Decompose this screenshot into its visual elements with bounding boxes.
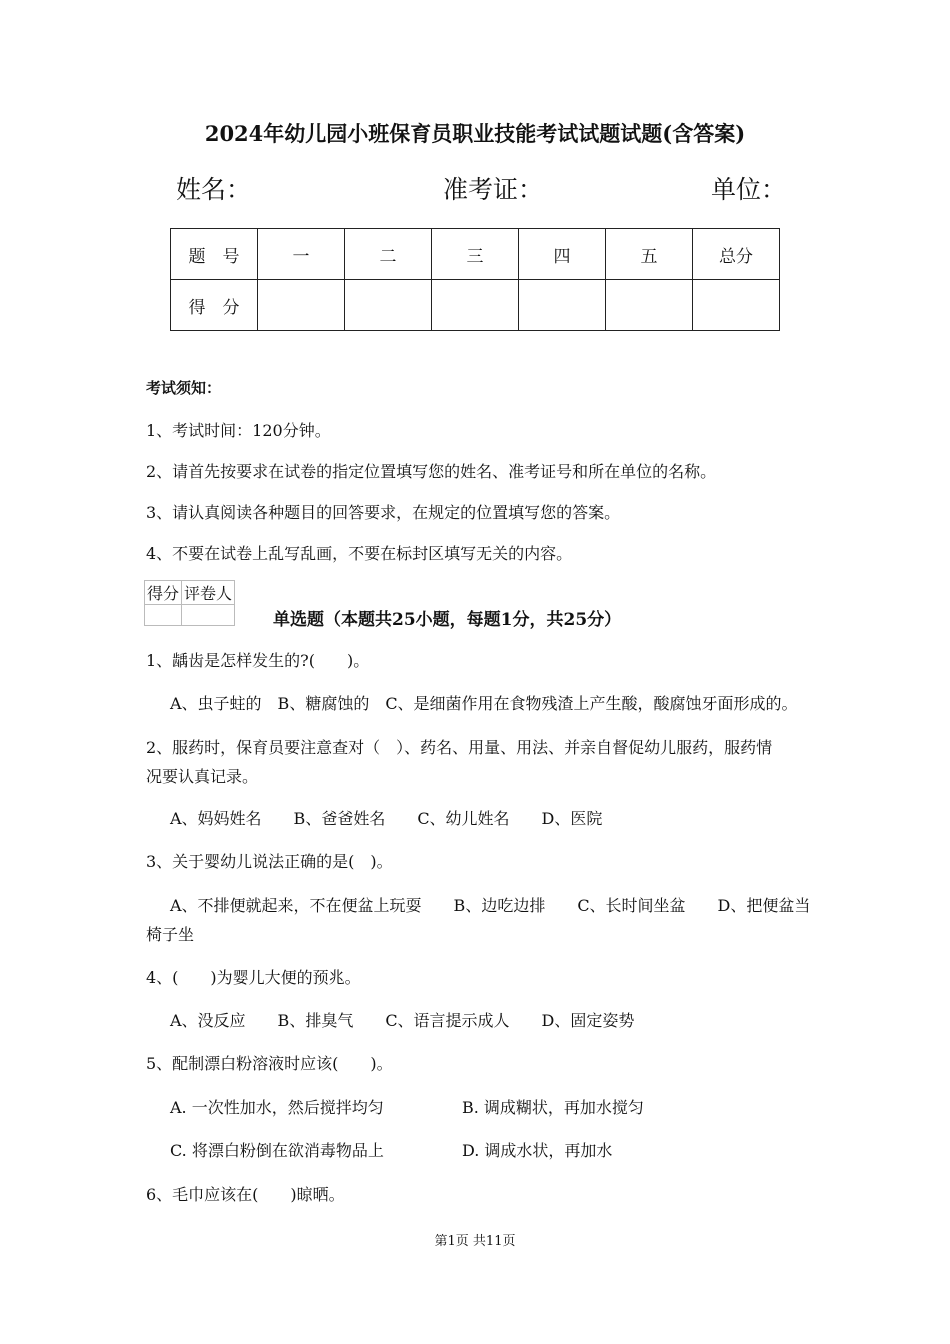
notice-heading: 考试须知：	[146, 379, 222, 397]
notice-item: 4、不要在试卷上乱写乱画，不要在标封区填写无关的内容。	[146, 544, 573, 563]
score-cell[interactable]	[693, 280, 780, 331]
question-1: 1、龋齿是怎样发生的?( )。	[146, 651, 370, 670]
grader-score-cell[interactable]	[145, 605, 182, 626]
score-table-score-row	[171, 280, 780, 331]
score-header-cell: 五	[606, 229, 693, 280]
page-title: 2024年幼儿园小班保育员职业技能考试试题试题(含答案)	[204, 121, 746, 146]
question-1-options: A、虫子蛀的 B、糖腐蚀的 C、是细菌作用在食物残渣上产生酸，酸腐蚀牙面形成的。	[170, 694, 798, 713]
score-header-cell: 题 号	[171, 229, 258, 280]
score-cell[interactable]	[258, 280, 345, 331]
question-5-option-b: B. 调成糊状，再加水搅匀	[462, 1098, 644, 1117]
section-title: 单选题（本题共25小题，每题1分，共25分）	[273, 610, 622, 630]
grader-reviewer-cell[interactable]	[182, 605, 235, 626]
name-field-label: 姓名：	[176, 175, 252, 204]
notice-item: 3、请认真阅读各种题目的回答要求，在规定的位置填写您的答案。	[146, 503, 621, 522]
score-header-cell: 总分	[693, 229, 780, 280]
question-5-option-c: C. 将漂白粉倒在欲消毒物品上	[170, 1141, 384, 1160]
score-cell[interactable]	[345, 280, 432, 331]
question-5-option-a: A. 一次性加水，然后搅拌均匀	[170, 1098, 384, 1117]
question-3-options: A、不排便就起来，不在便盆上玩耍 B、边吃边排 C、长时间坐盆 D、把便盆当	[170, 896, 811, 915]
notice-item: 1、考试时间：120分钟。	[146, 421, 331, 440]
score-header-cell: 一	[258, 229, 345, 280]
score-header-cell: 三	[432, 229, 519, 280]
question-6: 6、毛巾应该在( )晾晒。	[146, 1185, 345, 1204]
score-table-header-row	[171, 229, 780, 280]
question-3-options-cont: 椅子坐	[146, 925, 195, 944]
question-2: 2、服药时，保育员要注意查对（ ）、药名、用量、用法、并亲自督促幼儿服药，服药情	[146, 738, 773, 757]
page-footer: 第1页 共11页	[434, 1234, 516, 1249]
grader-score-label: 得分	[145, 581, 182, 605]
notice-item: 2、请首先按要求在试卷的指定位置填写您的姓名、准考证号和所在单位的名称。	[146, 462, 717, 481]
score-table	[170, 228, 780, 331]
unit-field-label: 单位：	[711, 175, 787, 204]
exam-id-field-label: 准考证：	[443, 175, 544, 204]
question-3: 3、关于婴幼儿说法正确的是( )。	[146, 852, 393, 871]
score-cell[interactable]	[519, 280, 606, 331]
grader-box	[144, 580, 235, 626]
question-5-option-d: D. 调成水状，再加水	[462, 1141, 613, 1160]
question-5: 5、配制漂白粉溶液时应该( )。	[146, 1054, 393, 1073]
score-row-label: 得 分	[171, 280, 258, 331]
question-4-options: A、没反应 B、排臭气 C、语言提示成人 D、固定姿势	[170, 1011, 635, 1030]
score-cell[interactable]	[606, 280, 693, 331]
question-2-cont: 况要认真记录。	[146, 767, 259, 786]
score-header-cell: 四	[519, 229, 606, 280]
score-cell[interactable]	[432, 280, 519, 331]
question-4: 4、( )为婴儿大便的预兆。	[146, 968, 361, 987]
score-header-cell: 二	[345, 229, 432, 280]
question-2-options: A、妈妈姓名 B、爸爸姓名 C、幼儿姓名 D、医院	[170, 809, 603, 828]
grader-reviewer-label: 评卷人	[182, 581, 235, 605]
